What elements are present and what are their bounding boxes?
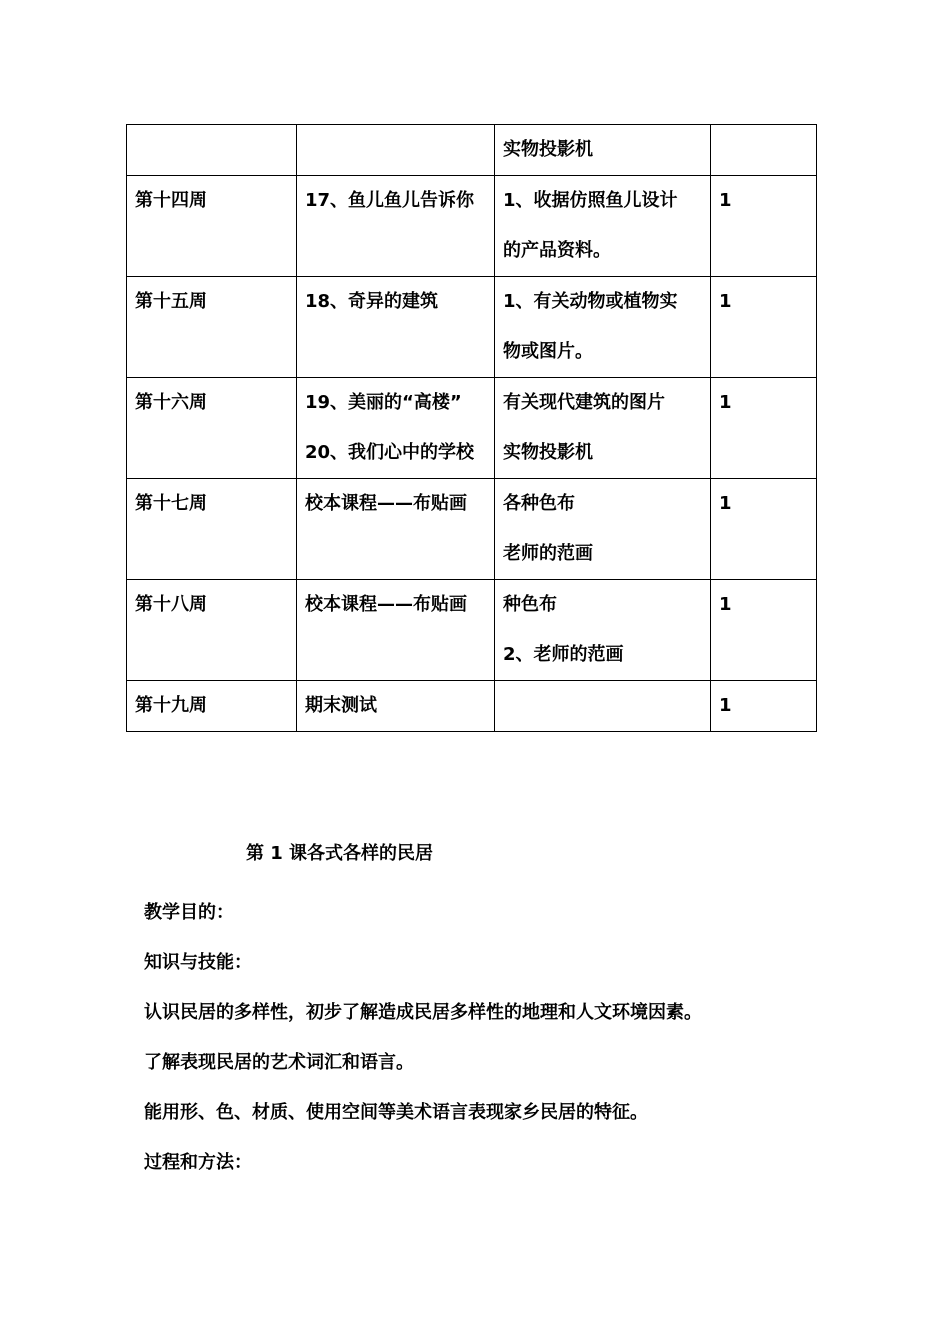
materials-line: 物或图片。 bbox=[503, 341, 593, 362]
lesson-line: 20、我们心中的学校 bbox=[305, 442, 475, 463]
week-cell: 第十六周 bbox=[127, 378, 297, 479]
lesson-cell bbox=[297, 681, 495, 732]
week-cell: 第十七周 bbox=[127, 479, 297, 580]
materials-cell bbox=[495, 681, 711, 732]
hours-cell: 1 bbox=[711, 277, 817, 378]
paragraph-knowledge-skills: 知识与技能： bbox=[144, 952, 252, 973]
table-row bbox=[127, 277, 817, 378]
lesson-line: 校本课程——布贴画 bbox=[305, 594, 467, 615]
table-row bbox=[127, 378, 817, 479]
hours-cell bbox=[711, 125, 817, 176]
paragraph: 了解表现民居的艺术词汇和语言。 bbox=[144, 1052, 414, 1073]
lesson-body bbox=[144, 888, 702, 1188]
lesson-title: 第 1 课各式各样的民居 bbox=[246, 843, 434, 864]
materials-line: 有关现代建筑的图片 bbox=[503, 392, 665, 413]
lesson-cell bbox=[297, 176, 495, 277]
paragraph: 能用形、色、材质、使用空间等美术语言表现家乡民居的特征。 bbox=[144, 1102, 648, 1123]
schedule-table bbox=[126, 124, 817, 732]
week-cell: 第十八周 bbox=[127, 580, 297, 681]
table-row bbox=[127, 176, 817, 277]
materials-line: 1、有关动物或植物实 bbox=[503, 291, 678, 312]
hours-cell: 1 bbox=[711, 378, 817, 479]
hours-cell: 1 bbox=[711, 681, 817, 732]
lesson-line: 18、奇异的建筑 bbox=[305, 291, 439, 312]
hours-cell: 1 bbox=[711, 580, 817, 681]
lesson-cell bbox=[297, 378, 495, 479]
materials-cell bbox=[495, 176, 711, 277]
week-cell bbox=[127, 125, 297, 176]
table-row bbox=[127, 580, 817, 681]
materials-line bbox=[503, 681, 702, 731]
materials-line: 1、收据仿照鱼儿设计 bbox=[503, 190, 678, 211]
materials-cell bbox=[495, 378, 711, 479]
table-row bbox=[127, 681, 817, 732]
week-cell: 第十五周 bbox=[127, 277, 297, 378]
week-cell: 第十九周 bbox=[127, 681, 297, 732]
lesson-cell bbox=[297, 277, 495, 378]
materials-line: 2、老师的范画 bbox=[503, 644, 624, 665]
materials-line: 实物投影机 bbox=[503, 442, 593, 463]
lesson-line: 校本课程——布贴画 bbox=[305, 493, 467, 514]
materials-cell bbox=[495, 479, 711, 580]
materials-line: 各种色布 bbox=[503, 493, 575, 514]
materials-line: 老师的范画 bbox=[503, 543, 593, 564]
materials-cell bbox=[495, 125, 711, 176]
materials-line: 的产品资料。 bbox=[503, 240, 611, 261]
paragraph-teaching-objectives: 教学目的： bbox=[144, 902, 234, 923]
lesson-line: 期末测试 bbox=[305, 695, 377, 716]
paragraph-process-methods: 过程和方法： bbox=[144, 1152, 252, 1173]
lesson-cell bbox=[297, 479, 495, 580]
materials-line: 种色布 bbox=[503, 594, 557, 615]
lesson-cell bbox=[297, 580, 495, 681]
materials-line: 实物投影机 bbox=[503, 139, 593, 160]
table-row bbox=[127, 125, 817, 176]
materials-cell bbox=[495, 277, 711, 378]
paragraph: 认识民居的多样性，初步了解造成民居多样性的地理和人文环境因素。 bbox=[144, 1002, 702, 1023]
lesson-cell bbox=[297, 125, 495, 176]
hours-cell: 1 bbox=[711, 176, 817, 277]
lesson-line bbox=[305, 125, 486, 175]
lesson-line: 19、美丽的“高楼” bbox=[305, 392, 462, 413]
week-cell: 第十四周 bbox=[127, 176, 297, 277]
table-row bbox=[127, 479, 817, 580]
hours-cell: 1 bbox=[711, 479, 817, 580]
materials-cell bbox=[495, 580, 711, 681]
lesson-line: 17、鱼儿鱼儿告诉你 bbox=[305, 190, 475, 211]
